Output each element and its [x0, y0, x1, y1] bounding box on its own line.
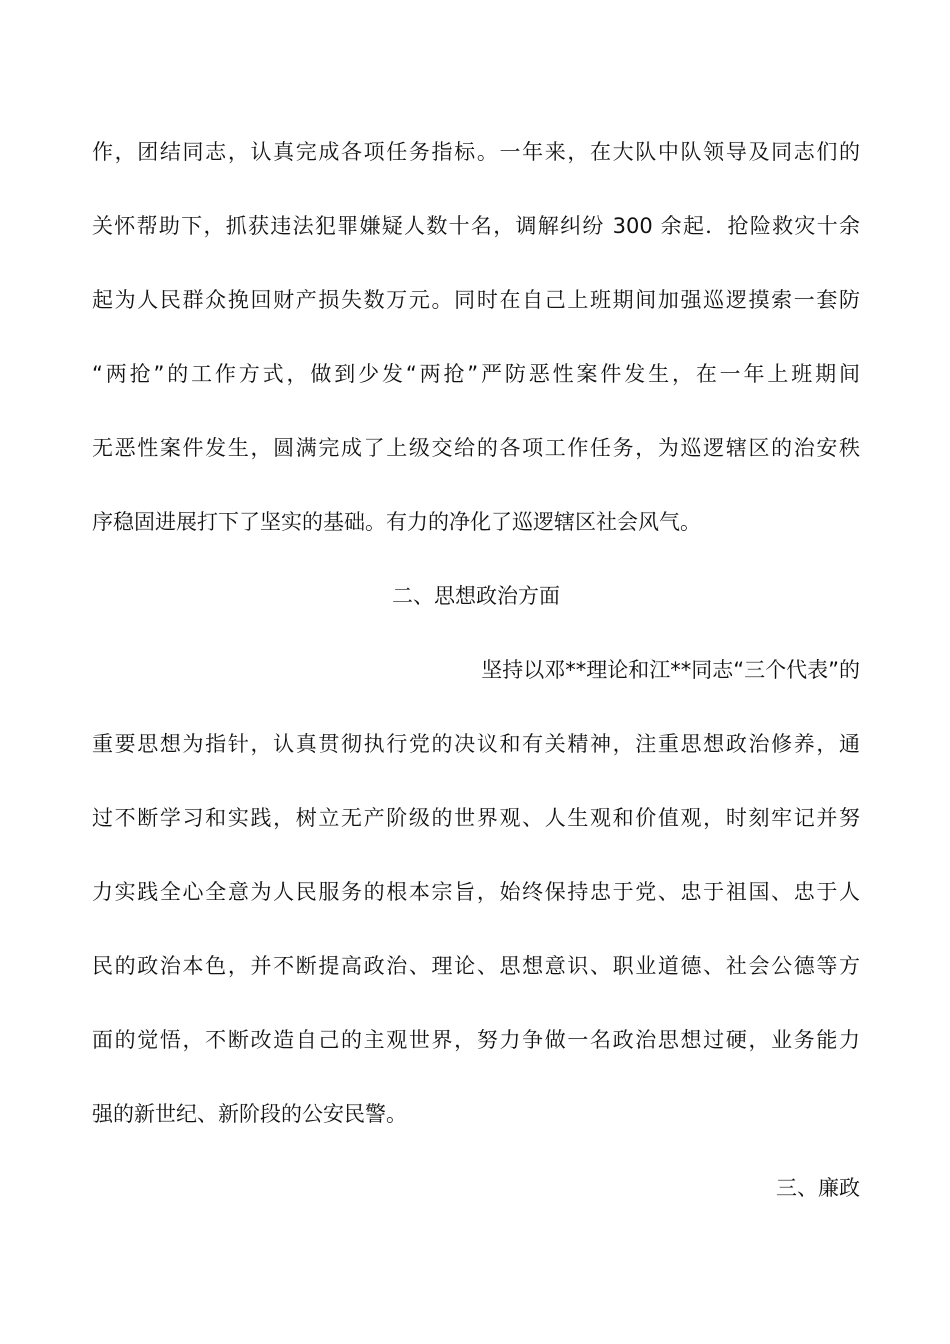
paragraph-line: 民的政治本色，并不断提高政治、理论、思想意识、职业道德、社会公德等方 — [92, 954, 860, 978]
paragraph-line: 坚持以邓**理论和江**同志“三个代表”的 — [481, 658, 860, 682]
paragraph-line: 序稳固进展打下了坚实的基础。有力的净化了巡逻辖区社会风气。 — [92, 510, 701, 534]
paragraph-line: 力实践全心全意为人民服务的根本宗旨，始终保持忠于党、忠于祖国、忠于人 — [92, 880, 860, 904]
paragraph-line: 过不断学习和实践，树立无产阶级的世界观、人生观和价值观，时刻牢记并努 — [92, 806, 860, 830]
paragraph-line: 强的新世纪、新阶段的公安民警。 — [92, 1102, 407, 1126]
paragraph-line: 无恶性案件发生，圆满完成了上级交给的各项工作任务，为巡逻辖区的治安秩 — [92, 436, 860, 460]
paragraph-line: 重要思想为指针，认真贯彻执行党的决议和有关精神，注重思想政治修养，通 — [92, 732, 860, 756]
section-heading-ideology: 二、思想政治方面 — [392, 584, 560, 608]
paragraph-line: 作，团结同志，认真完成各项任务指标。一年来，在大队中队领导及同志们的 — [92, 140, 860, 164]
section-heading-integrity: 三、廉政 — [776, 1176, 860, 1200]
paragraph-line: 面的觉悟，不断改造自己的主观世界，努力争做一名政治思想过硬，业务能力 — [92, 1028, 860, 1052]
paragraph-line: “两抢”的工作方式，做到少发“两抢”严防恶性案件发生，在一年上班期间 — [92, 362, 860, 386]
paragraph-line: 关怀帮助下，抓获违法犯罪嫌疑人数十名，调解纠纷 300 余起．抢险救灾十余 — [92, 214, 860, 238]
paragraph-line: 起为人民群众挽回财产损失数万元。同时在自己上班期间加强巡逻摸索一套防 — [92, 288, 860, 312]
